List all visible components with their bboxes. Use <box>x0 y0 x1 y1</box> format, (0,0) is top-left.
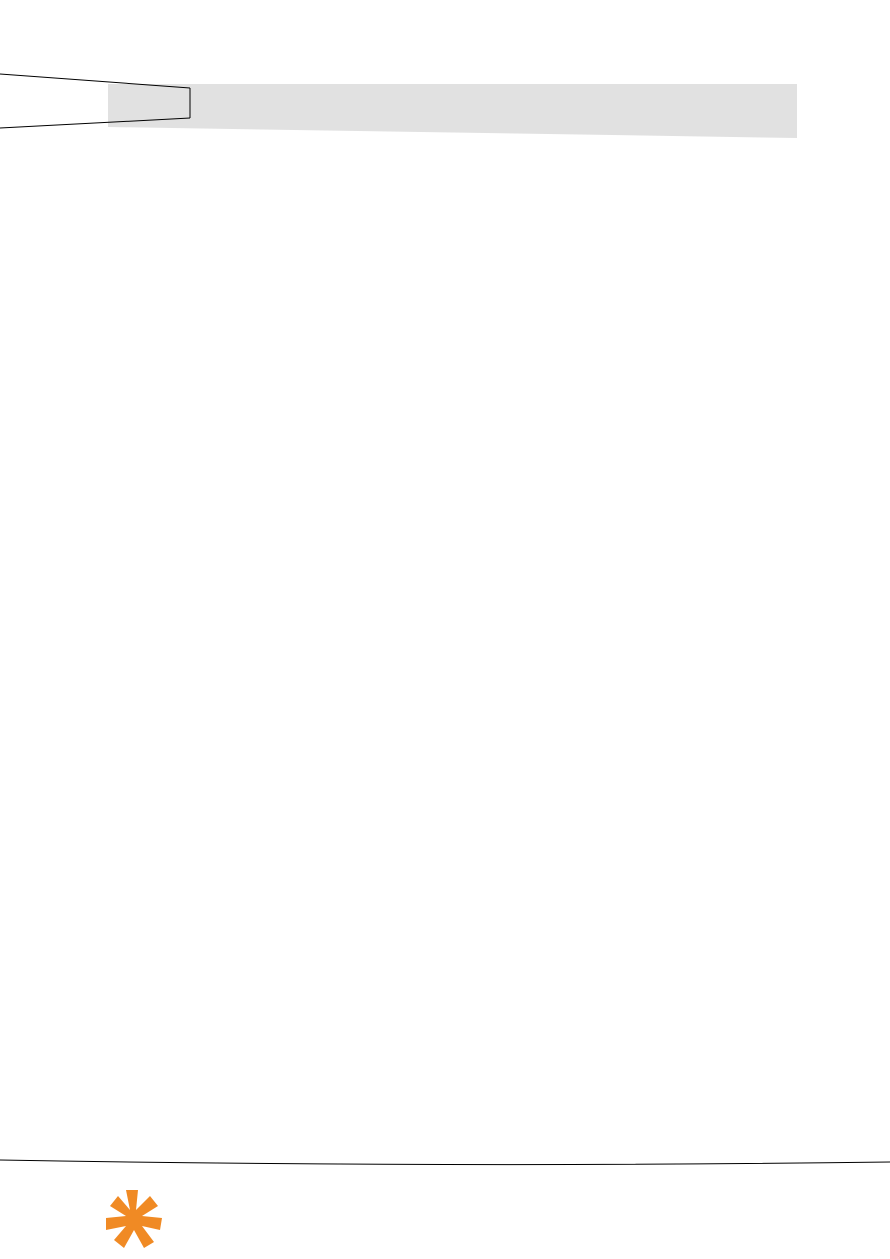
footer-divider <box>0 1150 890 1170</box>
oebv-logo <box>104 1188 164 1250</box>
chapter-banner <box>0 72 800 142</box>
